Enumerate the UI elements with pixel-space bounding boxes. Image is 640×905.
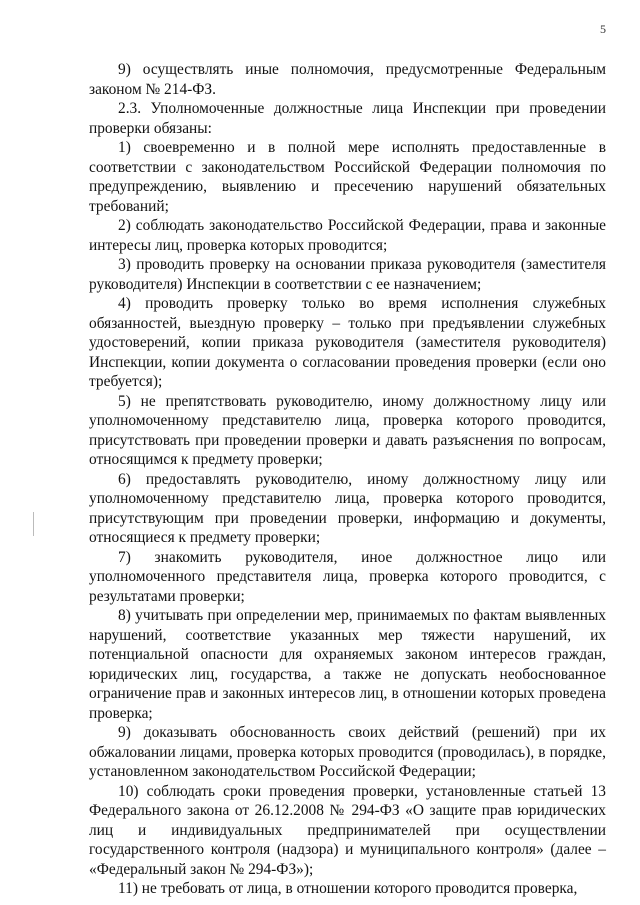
page-number: 5	[600, 22, 606, 36]
paragraph-duty-4: 4) проводить проверку только во время исполнения служебных обязанностей, выездную проверку – только при предъявлении служебных удостоверений, копии приказа руководителя (заместителя руководителя) Инспекции, копии документа о согласовании проведения проверки (если оно требуется);	[89, 295, 606, 390]
paragraph-section-2-3: 2.3. Уполномоченные должностные лица Инспекции при проведении проверки обязаны:	[89, 100, 606, 137]
paragraph-duty-11: 11) не требовать от лица, в отношении которого проводится проверка,	[118, 880, 578, 897]
paragraph-duty-1: 1) своевременно и в полной мере исполнять предоставленные в соответствии с законодательством Российской Федерации полномочия по предупреждению, выявлению и пресечению нарушений обязательных требований;	[89, 139, 606, 215]
paragraph-duty-9: 9) доказывать обоснованность своих действий (решений) при их обжаловании лицами, проверка которых проводится (проводилась), в порядке, установленном законодательством Российской Федерации;	[89, 724, 606, 780]
paragraph-duty-6: 6) предоставлять руководителю, иному должностному лицу или уполномоченному представителю лица, проверка которого проводится, присутствующим при проведении проверки, информацию и документы, относящиеся к предмету проверки;	[89, 470, 606, 546]
paragraph-duty-8: 8) учитывать при определении мер, принимаемых по фактам выявленных нарушений, соответствие указанных мер тяжести нарушений, их потенциальной опасности для охраняемых законом интересов граждан, юридических лиц, государства, а также не допускать необоснованное ограничение прав и законных интересов лиц, в отношении которых проведена проверка;	[89, 607, 606, 722]
margin-mark	[33, 512, 34, 536]
paragraph-duty-3: 3) проводить проверку на основании приказа руководителя (заместителя руководителя) Инспекции в соответствии с ее назначением;	[89, 256, 606, 293]
document-body	[89, 60, 606, 899]
paragraph-duty-2: 2) соблюдать законодательство Российской Федерации, права и законные интересы лиц, проверка которых проводится;	[89, 217, 606, 254]
paragraph-duty-7: 7) знакомить руководителя, иное должностное лицо или уполномоченного представителя лица, проверка которого проводится, с результатами проверки;	[89, 548, 606, 605]
paragraph-duty-5: 5) не препятствовать руководителю, иному должностному лицу или уполномоченному представителю лица, проверка которого проводится, присутствовать при проведении проверки и давать разъяснения по вопросам, относящимся к предмету проверки;	[89, 392, 606, 468]
paragraph-item-9: 9) осуществлять иные полномочия, предусмотренные Федеральным законом № 214-ФЗ.	[89, 61, 606, 98]
paragraph-duty-10: 10) соблюдать сроки проведения проверки, установленные статьей 13 Федерального закона от 26.12.2008 № 294-ФЗ «О защите прав юридических лиц и индивидуальных предпринимателей при осуществлении государственного контроля (надзора) и муниципального контроля» (далее – «Федеральный закон № 294-ФЗ»);	[89, 782, 606, 878]
